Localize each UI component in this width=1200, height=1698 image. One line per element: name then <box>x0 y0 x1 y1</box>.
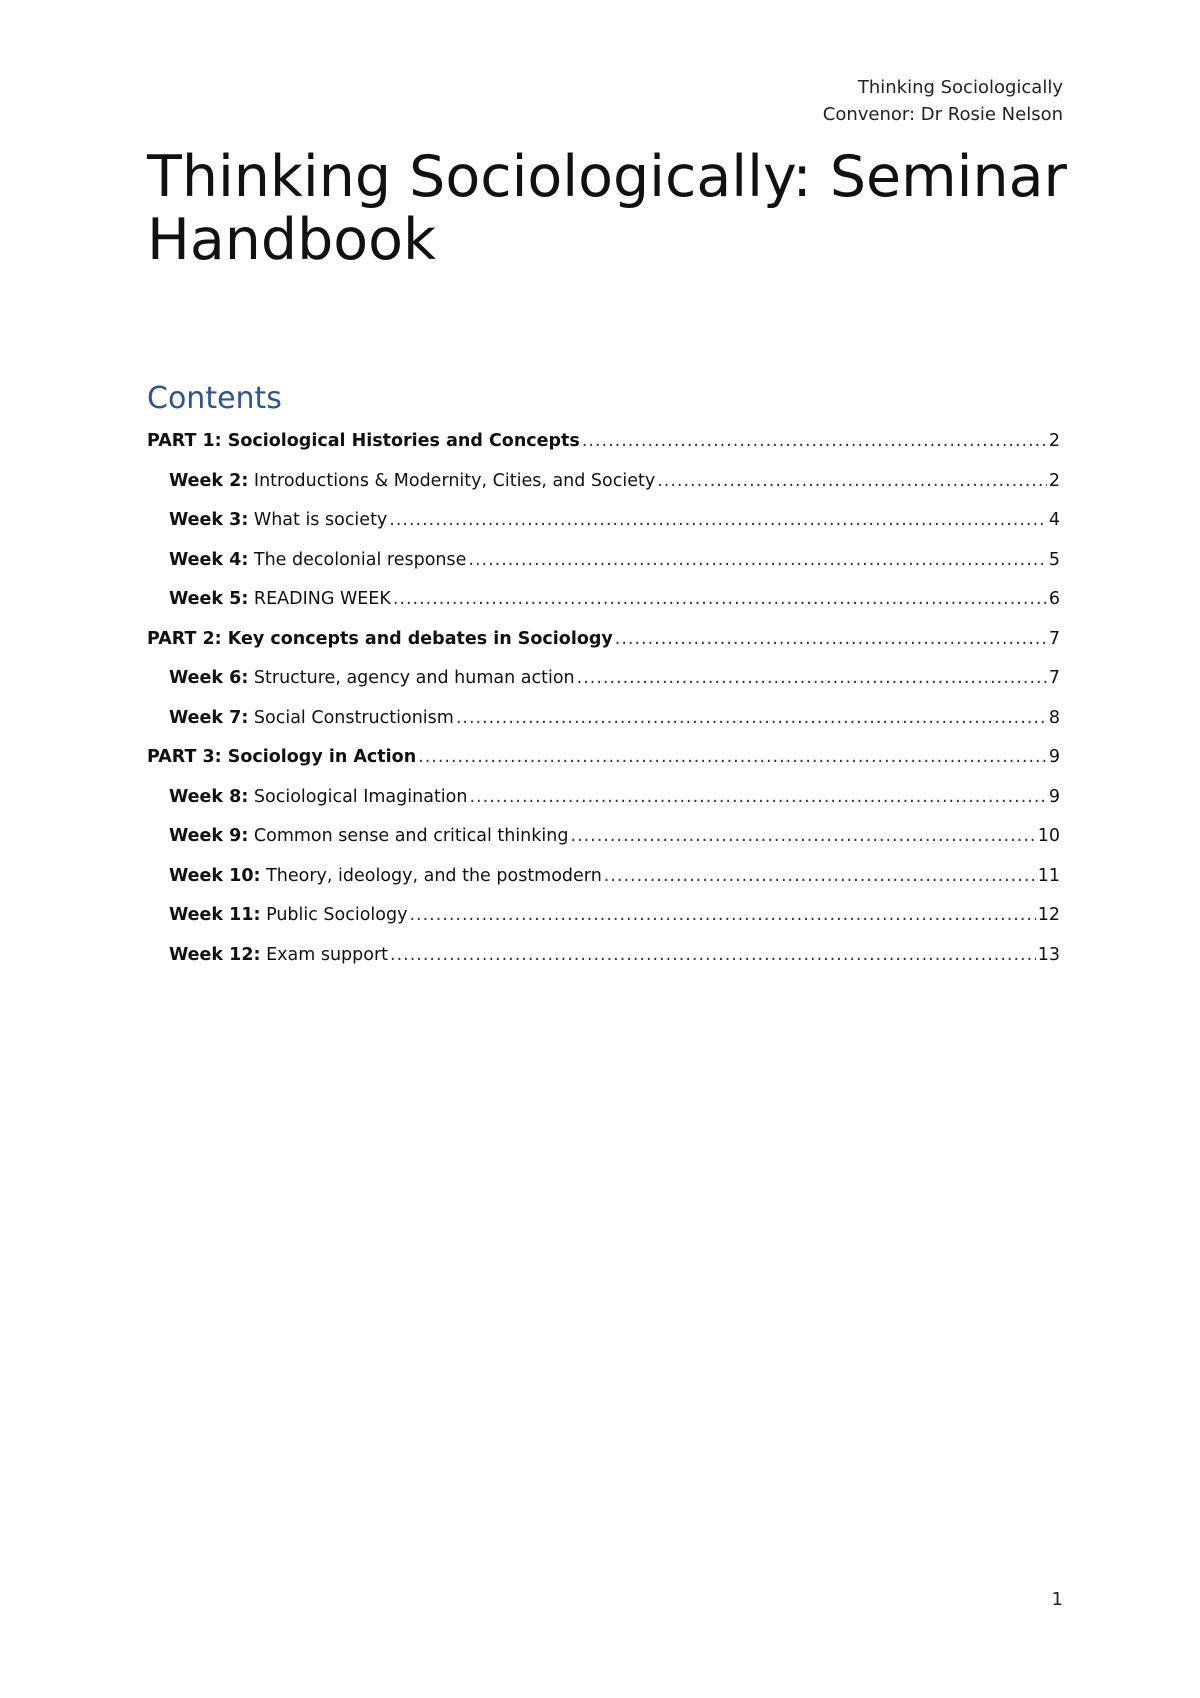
toc-entry-title <box>147 422 580 462</box>
document-title: Thinking Sociologically: Seminar Handbook <box>147 144 1067 273</box>
page-header <box>823 74 1063 128</box>
toc-entry-page: 7 <box>1048 628 1060 649</box>
toc-entry-label: Week 11: <box>169 905 261 925</box>
toc-entry-text: Sociology in Action <box>227 747 417 767</box>
header-course-title: Thinking Sociologically <box>857 77 1063 98</box>
toc-entry-title <box>169 462 655 502</box>
toc-entry-label: PART 1: <box>147 431 222 451</box>
toc-dot-leader <box>390 936 1036 976</box>
toc-part-entry[interactable] <box>147 422 1060 462</box>
toc-entry-title <box>169 896 407 936</box>
toc-entry-label: Week 12: <box>169 944 261 965</box>
toc-week-entry[interactable] <box>147 936 1060 976</box>
contents-heading: Contents <box>147 381 282 416</box>
toc-entry-page: 13 <box>1037 944 1060 965</box>
toc-week-entry[interactable] <box>147 817 1060 857</box>
toc-entry-label: PART 2: <box>147 628 222 649</box>
toc-entry-text: Sociological Histories and Concepts <box>227 431 580 451</box>
toc-entry-label: Week 10: <box>169 865 261 886</box>
toc-entry-page: 2 <box>1048 470 1060 491</box>
toc-entry-page: 4 <box>1048 510 1060 530</box>
toc-week-entry[interactable] <box>147 462 1060 502</box>
toc-entry-label: Week 7: <box>169 707 249 728</box>
page-number: 1 <box>1051 1589 1063 1610</box>
toc-week-entry[interactable] <box>147 580 1060 620</box>
toc-entry-title <box>147 620 613 660</box>
toc-entry-title <box>169 778 467 818</box>
toc-dot-leader <box>582 422 1047 462</box>
toc-dot-leader <box>456 699 1047 739</box>
toc-entry-page: 9 <box>1048 786 1060 807</box>
toc-part-entry[interactable] <box>147 738 1060 778</box>
toc-dot-leader <box>409 896 1035 936</box>
toc-entry-page: 12 <box>1037 905 1060 925</box>
toc-entry-text: Exam support <box>266 944 389 965</box>
toc-entry-page: 2 <box>1048 431 1060 451</box>
toc-entry-text: The decolonial response <box>253 549 467 570</box>
toc-dot-leader <box>604 857 1036 897</box>
toc-entry-title <box>169 541 466 581</box>
toc-entry-page: 8 <box>1048 707 1060 728</box>
toc-entry-label: Week 3: <box>169 510 249 530</box>
toc-entry-title <box>169 936 388 976</box>
toc-week-entry[interactable] <box>147 857 1060 897</box>
toc-week-entry[interactable] <box>147 778 1060 818</box>
toc-entry-title <box>169 817 568 857</box>
toc-entry-text: Introductions & Modernity, Cities, and Society <box>253 470 656 491</box>
toc-dot-leader <box>577 659 1047 699</box>
toc-entry-text: Key concepts and debates in Sociology <box>227 628 613 649</box>
toc-entry-label: Week 5: <box>169 589 249 609</box>
toc-dot-leader <box>389 501 1047 541</box>
toc-dot-leader <box>468 541 1046 581</box>
header-convenor: Convenor: Dr Rosie Nelson <box>822 104 1063 125</box>
toc-entry-label: Week 4: <box>169 549 249 570</box>
toc-week-entry[interactable] <box>147 896 1060 936</box>
toc-dot-leader <box>570 817 1035 857</box>
toc-dot-leader <box>657 462 1047 502</box>
toc-dot-leader <box>469 778 1046 818</box>
toc-week-entry[interactable] <box>147 501 1060 541</box>
toc-entry-label: Week 2: <box>169 470 249 491</box>
toc-entry-text: What is society <box>253 510 388 530</box>
toc-entry-page: 7 <box>1048 668 1060 688</box>
toc-dot-leader <box>615 620 1047 660</box>
toc-entry-label: PART 3: <box>147 747 222 767</box>
toc-entry-title <box>169 501 387 541</box>
toc-entry-label: Week 9: <box>169 826 249 846</box>
toc-week-entry[interactable] <box>147 659 1060 699</box>
toc-entry-title <box>169 659 575 699</box>
toc-dot-leader <box>418 738 1047 778</box>
toc-entry-page: 5 <box>1048 549 1060 570</box>
toc-entry-text: Theory, ideology, and the postmodern <box>266 865 602 886</box>
toc-entry-text: Public Sociology <box>266 905 408 925</box>
toc-entry-title <box>169 580 391 620</box>
toc-entry-text: Common sense and critical thinking <box>253 826 569 846</box>
table-of-contents <box>147 422 1060 975</box>
toc-entry-label: Week 6: <box>169 668 249 688</box>
toc-entry-label: Week 8: <box>169 786 249 807</box>
toc-part-entry[interactable] <box>147 620 1060 660</box>
toc-entry-text: Structure, agency and human action <box>253 668 575 688</box>
toc-entry-text: Social Constructionism <box>253 707 454 728</box>
toc-entry-title <box>169 699 454 739</box>
toc-entry-text: READING WEEK <box>253 589 391 609</box>
toc-entry-page: 10 <box>1037 826 1060 846</box>
toc-week-entry[interactable] <box>147 541 1060 581</box>
toc-entry-page: 9 <box>1048 747 1060 767</box>
toc-entry-text: Sociological Imagination <box>253 786 468 807</box>
toc-dot-leader <box>393 580 1047 620</box>
toc-entry-title <box>147 738 416 778</box>
toc-week-entry[interactable] <box>147 699 1060 739</box>
toc-entry-page: 11 <box>1037 865 1060 886</box>
toc-entry-title <box>169 857 602 897</box>
toc-entry-page: 6 <box>1048 589 1060 609</box>
